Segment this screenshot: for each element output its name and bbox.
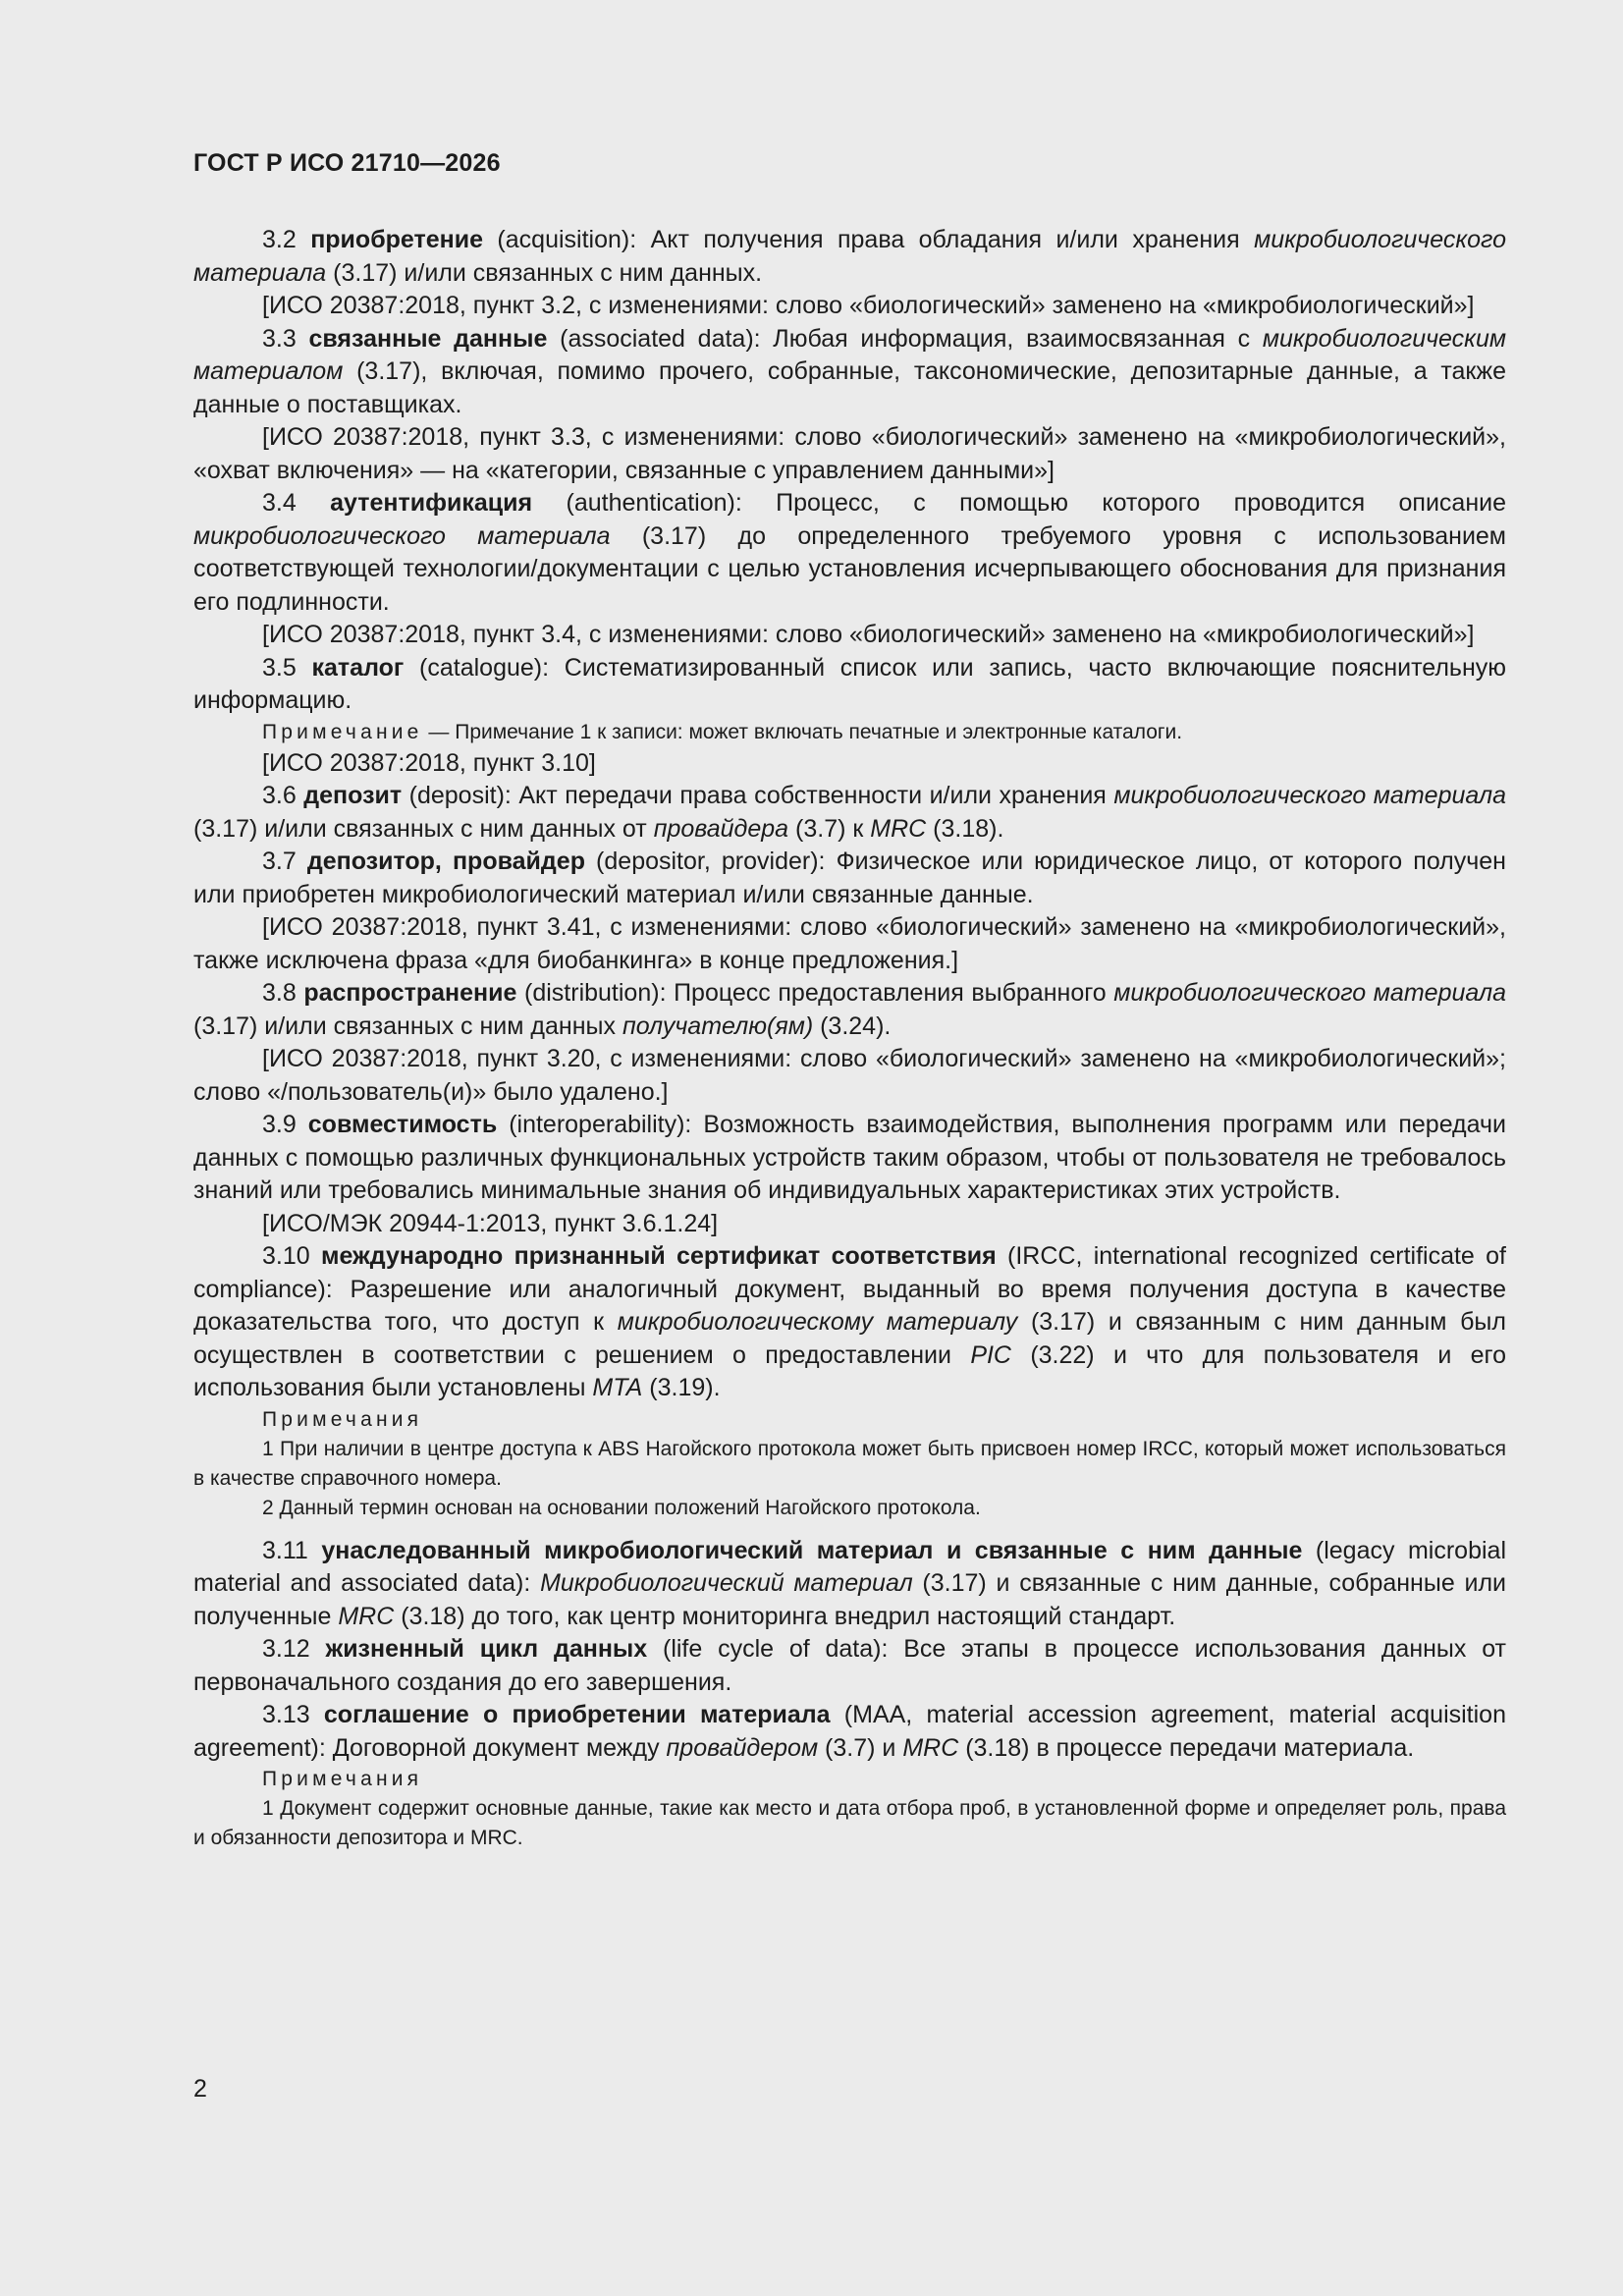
definition-3-6: 3.6 депозит (deposit): Акт передачи права собственности и/или хранения микробиологического материала (3.17) и/или связанных с ним данных от провайдера (3.7) к MRC (3.18). [193,782,1507,843]
definition-3-7: 3.7 депозитор, провайдер (depositor, provider): Физическое или юридическое лицо, от которого получен или приобретен микробиологический материал и/или связанные данные. [193,847,1506,908]
source-3-4: [ИСО 20387:2018, пункт 3.4, с изменениями: слово «биологический» заменено на «микробиологический»] [262,621,1475,648]
definition-3-9: 3.9 совместимость (interoperability): Возможность взаимодействия, выполнения программ или передачи данных с помощью различных функциональных устройств таким образом, чтобы от пользователя не требовалось знаний или требовались минимальные знания об индивидуальных характеристиках этих устройств. [193,1111,1506,1204]
definitions-body [193,224,1506,1853]
definition-3-12: 3.12 жизненный цикл данных (life cycle of data): Все этапы в процессе использования данных от первоначального создания до его завершения. [193,1635,1507,1696]
term: распространение [303,979,517,1007]
source-3-3: [ИСО 20387:2018, пункт 3.3, с изменениями: слово «биологический» заменено на «микробиологический», «охват включения» — на «категории, связанные с управлением данными»] [193,423,1506,484]
source-3-2: [ИСО 20387:2018, пункт 3.2, с изменениями: слово «биологический» заменено на «микробиологический»] [262,292,1475,319]
definition-3-3: 3.3 связанные данные (associated data): Любая информация, взаимосвязанная с микробиологическим материалом (3.17), включая, помимо прочего, собранные, таксономические, депозитарные данные, а также данные о поставщиках. [193,324,1507,418]
definition-3-10: 3.10 международно признанный сертификат соответствия (IRCC, international recognized certificate of compliance): Разрешение или аналогичный документ, выданный во время получения доступа в качестве доказательства того, что доступ к микробиологическому материалу (3.17) и связанным с ним данным был осуществлен в соответствии с решением о предоставлении PIC (3.22) и что для пользователя и его использования были установлены MTA (3.19). [193,1242,1506,1401]
term: жизненный цикл данных [325,1635,648,1663]
definition-3-8: 3.8 распространение (distribution): Процесс предоставления выбранного микробиологического материала (3.17) и/или связанных с ним данных получателю(ям) (3.24). [193,979,1506,1040]
source-3-9: [ИСО/МЭК 20944-1:2013, пункт 3.6.1.24] [262,1209,719,1237]
term: совместимость [307,1111,498,1138]
term: соглашение о приобретении материала [323,1701,831,1728]
source-3-5: [ИСО 20387:2018, пункт 3.10] [262,748,596,777]
note-3-13-1: 1 Документ содержит основные данные, такие как место и дата отбора проб, в установленной форме и определяет роль, права и обязанности депозитора и MRC. [193,1797,1506,1849]
definition-3-2: 3.2 приобретение (acquisition): Акт получения права обладания и/или хранения микробиологического материала (3.17) и/или связанных с ним данных. [193,226,1507,287]
term: каталог [311,653,405,682]
running-header: ГОСТ Р ИСО 21710—2026 [193,149,501,177]
term: депозит [303,782,403,809]
term: унаследованный микробиологический материал и связанные с ним данные [321,1536,1303,1564]
note-3-5: Примечание — Примечание 1 к записи: может включать печатные и электронные каталоги. [262,720,1183,743]
term: депозитор, провайдер [306,847,585,875]
definition-3-13: 3.13 соглашение о приобретении материала (MAA, material accession agreement, material acquisition agreement): Договорной документ между провайдером (3.7) и MRC (3.18) в процессе передачи материала. [193,1701,1506,1762]
term: международно признанный сертификат соответствия [320,1242,997,1270]
page-number: 2 [193,2075,207,2103]
note-label: Примечание [262,720,423,743]
definition-3-11: 3.11 унаследованный микробиологический материал и связанные с ним данные (legacy microbial material and associated data): Микробиологический материал (3.17) и связанные с ним данные, собранные или полученные MRC (3.18) до того, как центр мониторинга внедрил настоящий стандарт. [193,1536,1507,1630]
notes-heading-3-10: Примечания [262,1407,423,1431]
term: связанные данные [308,324,548,353]
notes-heading-3-13: Примечания [262,1768,423,1790]
note-3-10-1: 1 При наличии в центре доступа к ABS Нагойского протокола может быть присвоен номер IRCC, который может использоваться в качестве справочного номера. [193,1437,1506,1490]
spacer [193,1523,1506,1535]
definition-3-4: 3.4 аутентификация (authentication): Процесс, с помощью которого проводится описание микробиологического материала (3.17) до определенного требуемого уровня с использованием соответствующей технологии/документации с целью установления исчерпывающего обоснования для признания его подлинности. [193,489,1506,616]
note-3-10-2: 2 Данный термин основан на основании положений Нагойского протокола. [262,1496,981,1519]
term: приобретение [310,226,484,253]
definition-3-5: 3.5 каталог (catalogue): Систематизированный список или запись, часто включающие пояснительную информацию. [193,653,1507,714]
term: аутентификация [330,489,533,517]
source-3-7: [ИСО 20387:2018, пункт 3.41, с изменениями: слово «биологический» заменено на «микробиологический», также исключена фраза «для биобанкинга» в конце предложения.] [193,913,1506,974]
source-3-8: [ИСО 20387:2018, пункт 3.20, с изменениями: слово «биологический» заменено на «микробиологический»; слово «/пользователь(и)» было удалено.] [193,1045,1506,1106]
